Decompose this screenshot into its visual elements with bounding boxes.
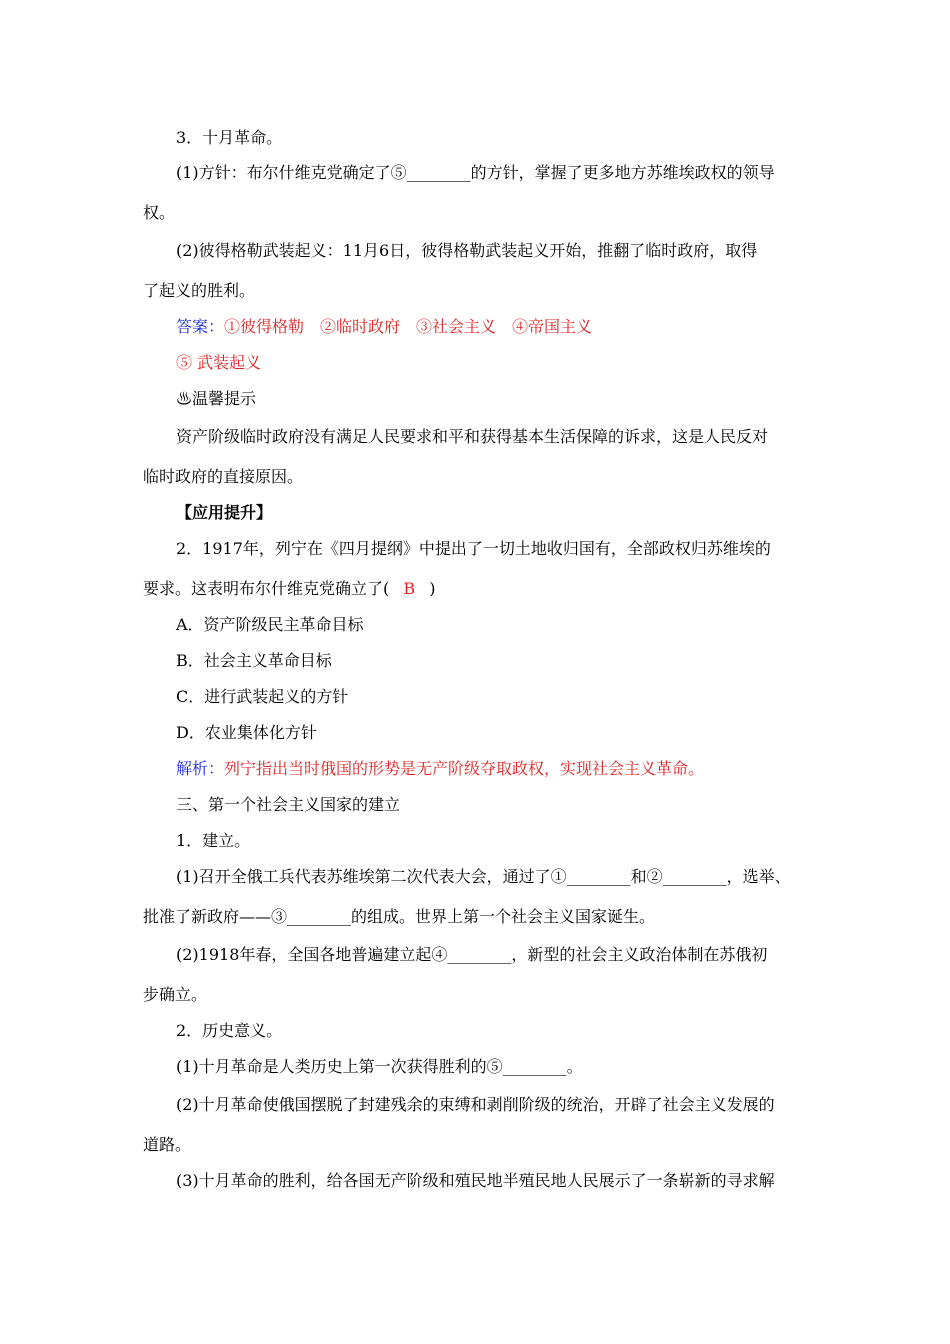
- paragraph-line: 了起义的胜利。: [143, 281, 256, 300]
- paragraph-line: (2)彼得格勒武装起义：11月6日，彼得格勒武装起义开始，推翻了临时政府，取得: [176, 241, 758, 260]
- answer-block: [176, 316, 592, 338]
- option-c: C．进行武装起义的方针: [176, 687, 349, 706]
- paragraph-line: (1)方针：布尔什维克党确定了⑤________的方针，掌握了更多地方苏维埃政权的领导: [176, 163, 775, 182]
- paragraph-line: 步确立。: [143, 985, 208, 1004]
- tip-line: 资产阶级临时政府没有满足人民要求和平和获得基本生活保障的诉求，这是人民反对: [176, 427, 769, 446]
- answer-label: 答案：: [176, 317, 225, 336]
- question-text: 要求。这表明布尔什维克党确立了(: [143, 579, 390, 598]
- paragraph-line: (2)1918年春，全国各地普遍建立起④________，新型的社会主义政治体制在苏俄初: [176, 945, 768, 964]
- hot-spring-icon: ♨: [176, 389, 193, 408]
- tip-line: 临时政府的直接原因。: [143, 467, 304, 486]
- option-a: A．资产阶级民主革命目标: [176, 615, 364, 634]
- question-line: [143, 578, 436, 600]
- answer-text: ①彼得格勒 ②临时政府 ③社会主义 ④帝国主义: [224, 317, 593, 336]
- option-b: B．社会主义革命目标: [176, 651, 332, 670]
- section-heading: 3．十月革命。: [176, 128, 283, 147]
- subsection-heading: 2．历史意义。: [176, 1021, 283, 1040]
- paragraph-line: 道路。: [143, 1135, 192, 1154]
- paragraph-line: (1)十月革命是人类历史上第一次获得胜利的⑤________。: [176, 1057, 583, 1076]
- tip-title: 温馨提示: [192, 389, 257, 408]
- apply-heading: 【应用提升】: [176, 503, 273, 522]
- paragraph-line: (1)召开全俄工兵代表苏维埃第二次代表大会，通过了①________和②________，选举、: [176, 867, 791, 886]
- question-answer: B: [403, 579, 416, 598]
- question-line: 2．1917年，列宁在《四月提纲》中提出了一切土地收归国有，全部政权归苏维埃的: [176, 539, 771, 558]
- subsection-heading: 1．建立。: [176, 831, 251, 850]
- paragraph-line: (2)十月革命使俄国摆脱了封建残余的束缚和剥削阶级的统治，开辟了社会主义发展的: [176, 1095, 775, 1114]
- paragraph-line: (3)十月革命的胜利，给各国无产阶级和殖民地半殖民地人民展示了一条崭新的寻求解: [176, 1171, 775, 1190]
- analysis-label: 解析：: [176, 759, 225, 778]
- analysis-block: [176, 758, 704, 780]
- paragraph-line: 批准了新政府——③________的组成。世界上第一个社会主义国家诞生。: [143, 907, 656, 926]
- paragraph-line: 权。: [143, 203, 176, 222]
- answer-text: ⑤ 武装起义: [176, 353, 262, 372]
- part-heading: 三、第一个社会主义国家的建立: [176, 795, 401, 814]
- analysis-text: 列宁指出当时俄国的形势是无产阶级夺取政权，实现社会主义革命。: [224, 759, 705, 778]
- option-d: D．农业集体化方针: [176, 723, 317, 742]
- tip-heading: [176, 388, 256, 410]
- question-text: ): [429, 579, 436, 598]
